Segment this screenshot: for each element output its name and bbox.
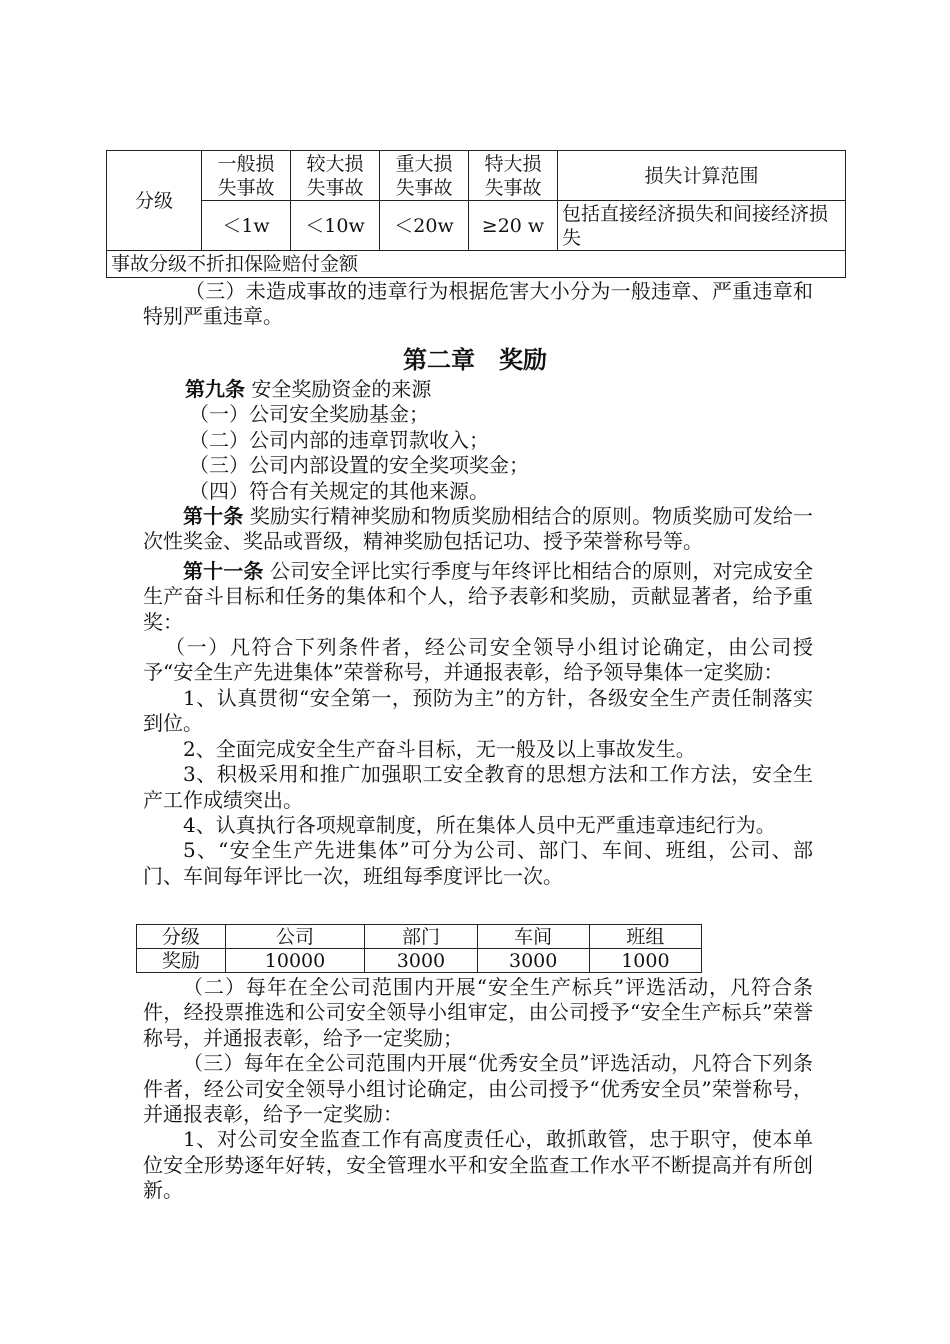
article-10 (143, 504, 813, 555)
table-row (107, 151, 846, 201)
list-item: （四）符合有关规定的其他来源。 (189, 478, 489, 503)
body-text-lower (143, 975, 813, 1204)
category-cell: 特大损 失事故 (469, 151, 558, 201)
paragraph: 1、对公司安全监查工作有高度责任心，敢抓敢管，忠于职守，使本单位安全形势逐年好转，安全管理水平和安全监查工作水平不断提高并有所创新。 (143, 1127, 813, 1203)
reward-table (136, 924, 702, 973)
paragraph: （二）每年在全公司范围内开展“安全生产标兵”评选活动，凡符合条件，经投票推选和公司安全领导小组审定，由公司授予“安全生产标兵”荣誉称号，并通报表彰，给予一定奖励； (143, 975, 813, 1050)
chapter-title: 第二章 奖励 (403, 345, 547, 374)
table-header-cell: 部门 (365, 925, 477, 949)
table-header-cell: 公司 (225, 925, 365, 949)
range-header-cell: 损失计算范围 (558, 151, 846, 201)
table-cell: 奖励 (137, 949, 226, 973)
list-item: （二）公司内部的违章罚款收入； (189, 427, 489, 452)
table-cell: 1000 (589, 949, 701, 973)
threshold-cell: ＜10w (291, 201, 380, 251)
table-row (107, 201, 846, 251)
category-cell: 重大损 失事故 (380, 151, 469, 201)
grade-label-cell: 分级 (107, 151, 202, 251)
table-header-cell: 班组 (589, 925, 701, 949)
condition-item: 5、“安全生产先进集体”可分为公司、部门、车间、班组，公司、部门、车间每年评比一次，班组每季度评比一次。 (143, 838, 813, 888)
list-item: （三）公司内部设置的安全奖项奖金； (189, 453, 529, 478)
article-label: 第九条 (185, 377, 245, 401)
article-label: 第十一条 (183, 558, 264, 583)
range-desc-cell: 包括直接经济损失和间接经济损失 (558, 201, 846, 251)
condition-item: 1、认真贯彻“安全第一，预防为主”的方针，各级安全生产责任制落实到位。 (143, 685, 813, 736)
threshold-cell: ≥20 w (469, 201, 558, 251)
category-cell: 较大损 失事故 (291, 151, 380, 201)
category-cell: 一般损 失事故 (202, 151, 291, 201)
body-text (143, 377, 813, 889)
article-text: 奖励实行精神奖励和物质奖励相结合的原则。物质奖励可发给一次性奖金、奖品或晋级，精神奖励包括记功、授予荣誉称号等。 (143, 504, 814, 554)
article-text: 安全奖励资金的来源 (245, 377, 432, 401)
list-item: （一）公司安全奖励基金； (189, 402, 429, 427)
paragraph: （三）每年在全公司范围内开展“优秀安全员”评选活动，凡符合下列条件者，经公司安全领导小组讨论确定，由公司授予“优秀安全员”荣誉称号，并通报表彰，给予一定奖励： (143, 1051, 813, 1127)
table-cell: 3000 (477, 949, 589, 973)
table-row (137, 925, 702, 949)
condition-item: 3、积极采用和推广加强职工安全教育的思想方法和工作方法，安全生产工作成绩突出。 (143, 762, 813, 812)
article-label: 第十条 (183, 504, 244, 529)
threshold-cell: ＜20w (380, 201, 469, 251)
table-row (107, 251, 846, 278)
loss-grade-table (106, 150, 846, 278)
article-text: 公司安全评比实行季度与年终评比相结合的原则，对完成安全生产奋斗目标和任务的集体和个人，给予表彰和奖励，贡献显著者，给予重奖： (143, 558, 814, 634)
table-row (137, 949, 702, 973)
table-header-cell: 车间 (477, 925, 589, 949)
paragraph: （一）凡符合下列条件者，经公司安全领导小组讨论确定，由公司授予“安全生产先进集体”荣誉称号，并通报表彰，给予领导集体一定奖励： (143, 635, 813, 685)
intro-block (143, 279, 813, 330)
condition-item: 2、全面完成安全生产奋斗目标，无一般及以上事故发生。 (183, 736, 696, 761)
table-cell: 10000 (225, 949, 365, 973)
condition-item: 4、认真执行各项规章制度，所在集体人员中无严重违章违纪行为。 (183, 812, 776, 837)
intro-paragraph: （三）未造成事故的违章行为根据危害大小分为一般违章、严重违章和特别严重违章。 (143, 279, 813, 329)
threshold-cell: ＜1w (202, 201, 291, 251)
table-footer-cell: 事故分级不折扣保险赔付金额 (107, 251, 846, 278)
table-header-cell: 分级 (137, 925, 226, 949)
article-11 (143, 559, 813, 635)
table-cell: 3000 (365, 949, 477, 973)
article-9 (143, 377, 813, 402)
